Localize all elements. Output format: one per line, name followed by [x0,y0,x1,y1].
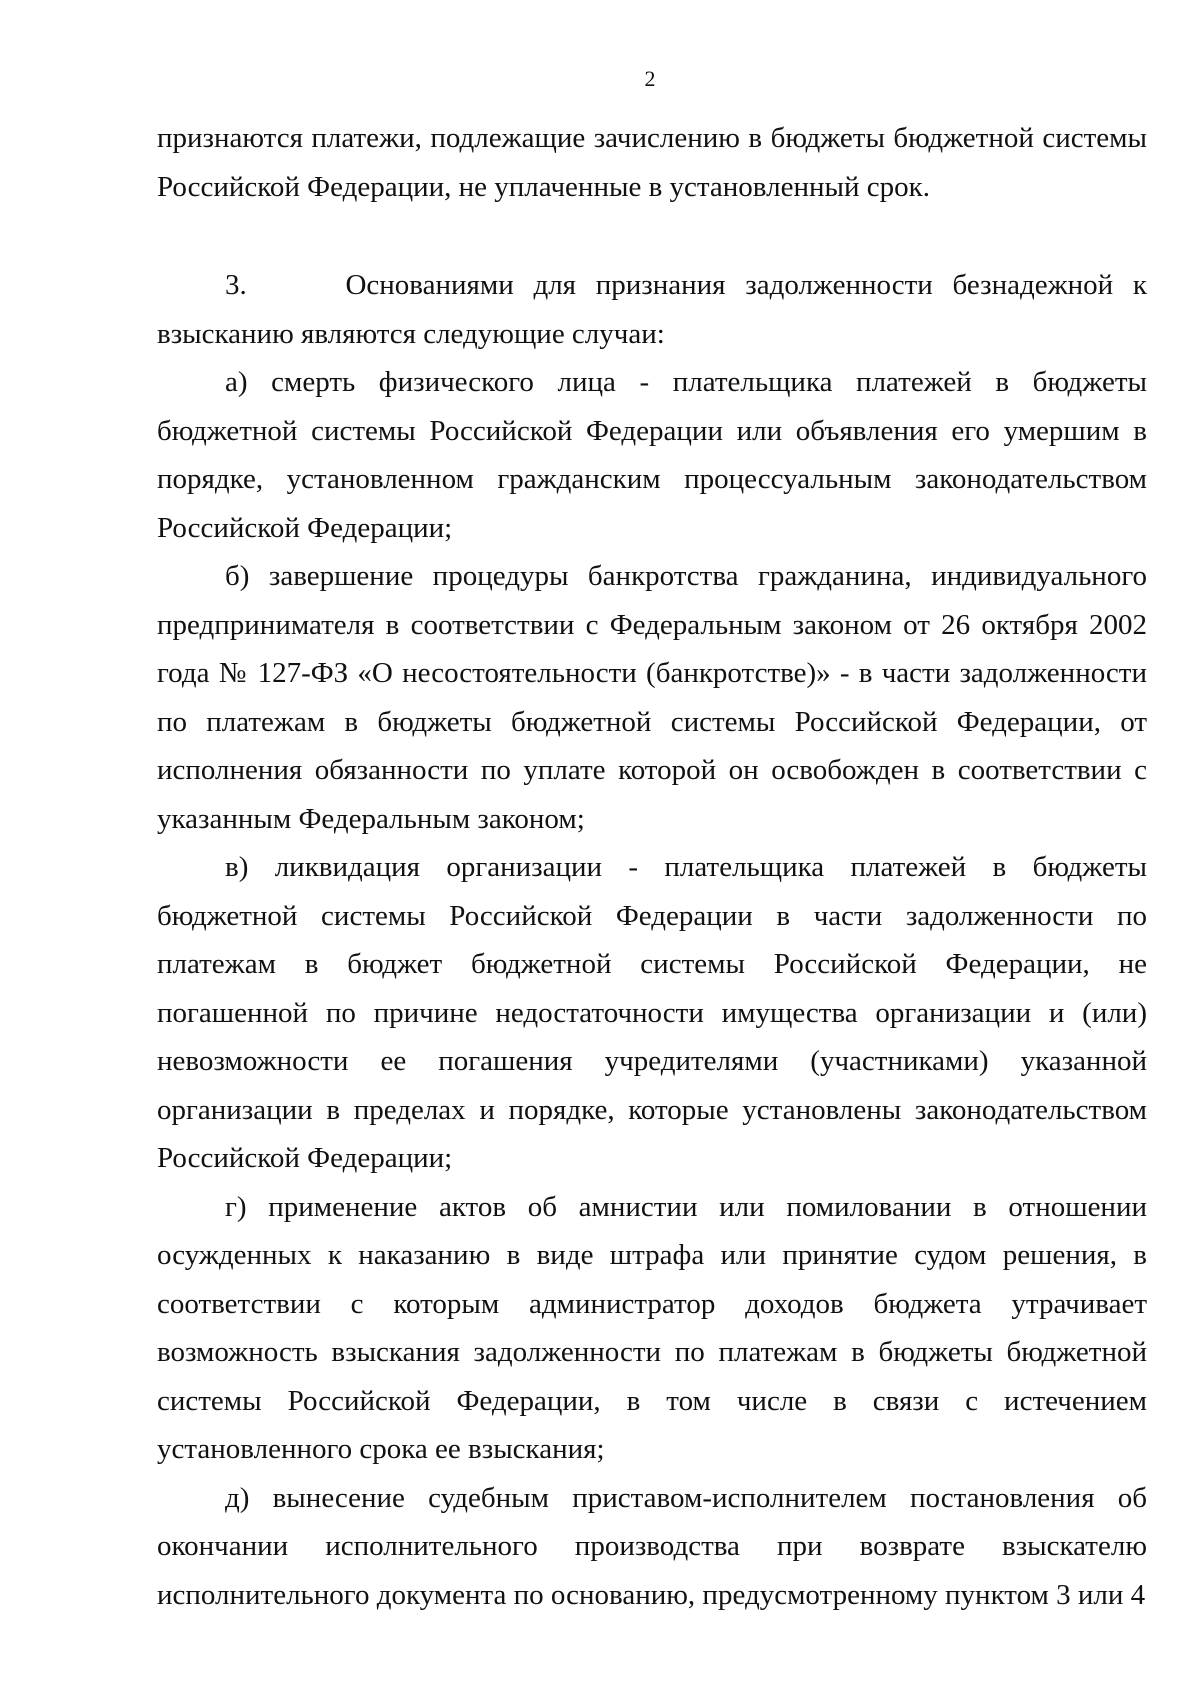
page-number: 2 [644,66,656,91]
document-body [157,114,1147,1619]
paragraph-subitem-d: д) вынесение судебным приставом-исполнителем постановления об окончании исполнительного производства при возврате взыскателю исполнительного документа по основанию, предусмотренному пунктом 3 или 4 [157,1481,1147,1611]
paragraph-subitem-g: г) применение актов об амнистии или помиловании в отношении осужденных к наказанию в виде штрафа или принятие судом решения, в соответствии с которым администратор доходов бюджета утрачивает возможность взыскания задолженности по платежам в бюджеты бюджетной системы Российской Федерации, в том числе в связи с истечением установленного срока ее взыскания; [157,1190,1147,1465]
paragraph-subitem-v: в) ликвидация организации - плательщика платежей в бюджеты бюджетной системы Российской Федерации в части задолженности по платежам в бюджет бюджетной системы Российской Федерации, не погашенной по причине недостаточности имущества организации и (или) невозможности ее погашения учредителями (участниками) указанной организации в пределах и порядке, которые установлены законодательством Российской Федерации; [157,851,1147,1174]
paragraph-intro: признаются платежи, подлежащие зачислению в бюджеты бюджетной системы Российской Федерации, не уплаченные в установленный срок. [157,122,1147,203]
paragraph-subitem-a: а) смерть физического лица - плательщика платежей в бюджеты бюджетной системы Российской Федерации или объявления его умершим в порядке, установленном гражданским процессуальным законодательством Российской Федерации; [157,366,1147,544]
paragraph-point-3: 3. Основаниями для признания задолженности безнадежной к взысканию являются следующие случаи: [157,269,1147,350]
paragraph-subitem-b: б) завершение процедуры банкротства гражданина, индивидуального предпринимателя в соответствии с Федеральным законом от 26 октября 2002 года № 127-ФЗ «О несостоятельности (банкротстве)» - в части задолженности по платежам в бюджеты бюджетной системы Российской Федерации, от исполнения обязанности по уплате которой он освобожден в соответствии с указанным Федеральным законом; [157,560,1147,835]
